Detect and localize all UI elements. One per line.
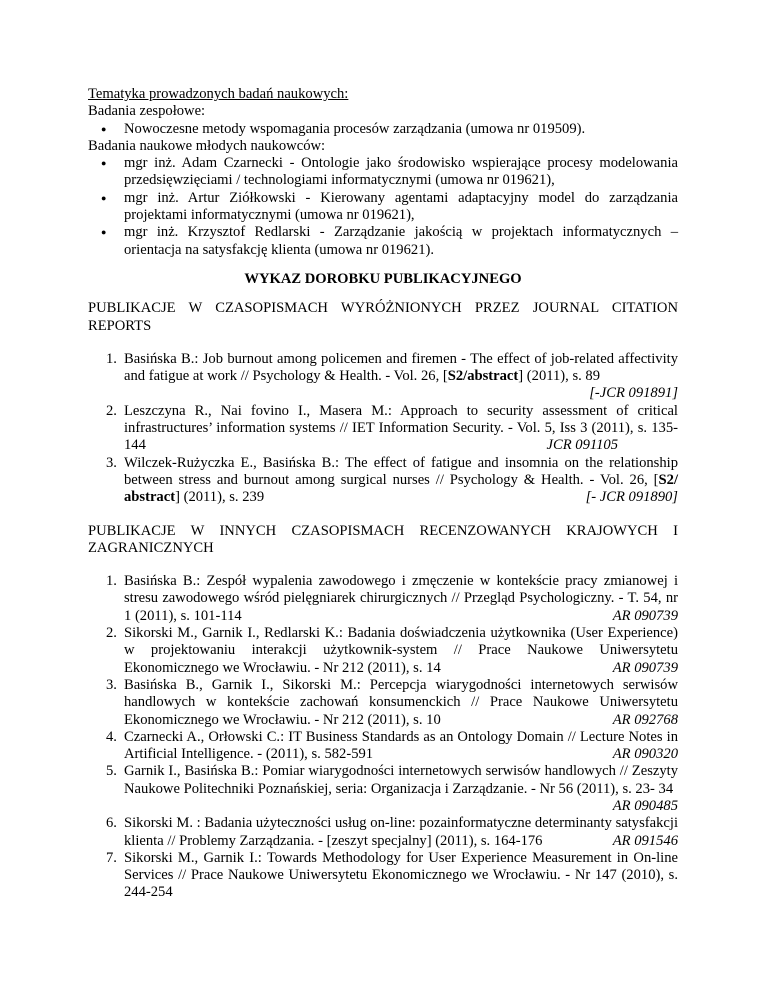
- item-number: 3.: [106, 676, 117, 693]
- publication-text: Basińska B., Garnik I., Sikorski M.: Percepcja wiarygodności internetowych serwisów handlowych w kontekście zachowań konsumenckich // Prace Naukowe Uniwersytetu Ekonomicznego we Wrocławiu. - Nr 212 (2011), s. 10: [124, 676, 678, 728]
- item-number: 2.: [106, 402, 117, 419]
- publication-text-end: ] (2011), s. 239: [175, 489, 265, 506]
- publication-text: Sikorski M. : Badania użyteczności usług on-line: pozainformatyczne determinanty satysfakcji klienta // Problemy Zarządzania. - [zeszyt specjalny] (2011), s. 164-176: [124, 815, 678, 849]
- item-number: 3.: [106, 454, 117, 471]
- publication-code: [-JCR 091891]: [589, 385, 678, 402]
- team-research-list: [88, 121, 678, 138]
- publication-code: AR 090739: [612, 659, 678, 676]
- publication-text: Sikorski M., Garnik I.: Towards Methodology for User Experience Measurement in On-line Services // Prace Naukowe Uniwersytetu Ekonomicznego we Wrocławiu. - Nr 147 (2010), s. 244-254: [124, 849, 678, 901]
- jcr-publication-list: [88, 351, 678, 507]
- publication-code: [- JCR 091890]: [585, 489, 678, 506]
- publication-text: Sikorski M., Garnik I., Redlarski K.: Badania doświadczenia użytkownika (User Experience) w projektowaniu interakcji użytkownik-system // Prace Naukowe Uniwersytetu Ekonomicznego we Wrocławiu. - Nr 212 (2011), s. 14: [124, 625, 678, 676]
- item-number: 5.: [106, 763, 117, 780]
- publication-code: AR 092768: [612, 711, 678, 728]
- publication-text: Basińska B.: Zespół wypalenia zawodowego i zmęczenie w kontekście pracy zmianowej i stresu zawodowego wśród pielęgniarek chirurgicznych // Przegląd Psychologiczny. - T. 54, nr 1 (2011), s. 101-114: [124, 573, 678, 624]
- publication-item: [106, 625, 678, 677]
- publication-item: [106, 763, 678, 815]
- team-research-label: Badania zespołowe:: [88, 103, 206, 120]
- publication-code: JCR 091105: [546, 437, 618, 454]
- publication-text: Garnik I., Basińska B.: Pomiar wiarygodności internetowych serwisów handlowych // Zeszyty Naukowe Politechniki Poznańskiej, seria: Organizacja i Zarządzanie. - Nr 56 (2011), s. 23- 34: [124, 763, 678, 797]
- document-page: [88, 86, 678, 902]
- publication-item: [106, 728, 678, 764]
- item-number: 1.: [106, 573, 117, 590]
- list-item: ● mgr inż. Artur Ziółkowski - Kierowany agentami adaptacyjny model do zarządzania projektami informatycznymi (umowa nr 019621),: [124, 190, 678, 225]
- item-number: 4.: [106, 728, 117, 745]
- publication-text: Leszczyna R., Nai fovino I., Masera M.: Approach to security assessment of critical infrastructures’ information systems // IET Information Security. - Vol. 5, Iss 3 (2011), s. 135-144: [124, 402, 678, 454]
- list-item: ● mgr inż. Adam Czarnecki - Ontologie jako środowisko wspierające procesy modelowania przedsięwzięciami / technologiami informatycznymi (umowa nr 019621),: [124, 155, 678, 190]
- item-number: 1.: [106, 350, 117, 367]
- publication-code: AR 091546: [612, 832, 678, 849]
- publication-item: [106, 815, 678, 850]
- other-publication-list: [88, 573, 678, 902]
- publication-item: [106, 849, 678, 902]
- young-researchers-label: Badania naukowe młodych naukowców:: [88, 137, 326, 154]
- item-number: 2.: [106, 625, 117, 642]
- publication-bold: S2/ abstract: [124, 471, 678, 506]
- publication-item: [106, 402, 678, 455]
- publication-item: [106, 676, 678, 729]
- other-section-heading: PUBLIKACJE W INNYCH CZASOPISMACH RECENZOWANYCH KRAJOWYCH I ZAGRANICZNYCH: [88, 522, 678, 556]
- publication-item: [106, 454, 678, 507]
- research-topics-heading: Tematyka prowadzonych badań naukowych:: [88, 86, 349, 102]
- publication-code: AR 090320: [612, 746, 678, 763]
- publication-item: [106, 573, 678, 625]
- publication-text: Czarnecki A., Orłowski C.: IT Business Standards as an Ontology Domain // Lecture Notes in Artificial Intelligence. - (2011), s. 582-591: [124, 728, 678, 763]
- item-number: 6.: [106, 815, 117, 832]
- list-item: ● mgr inż. Krzysztof Redlarski - Zarządzanie jakością w projektach informatycznych – orientacja na satysfakcję klienta (umowa nr 019621).: [124, 224, 678, 259]
- item-number: 7.: [106, 849, 117, 866]
- publication-item: [106, 350, 678, 403]
- document-title: WYKAZ DOROBKU PUBLIKACYJNEGO: [244, 270, 522, 287]
- list-item: ● Nowoczesne metody wspomagania procesów zarządzania (umowa nr 019509).: [124, 121, 678, 138]
- jcr-section-heading: PUBLIKACJE W CZASOPISMACH WYRÓŻNIONYCH PRZEZ JOURNAL CITATION REPORTS: [88, 300, 678, 334]
- publication-code: AR 090485: [612, 797, 678, 814]
- publication-text-end: ] (2011), s. 89: [518, 368, 601, 385]
- young-researchers-list: [88, 155, 678, 259]
- publication-text: Basińska B.: Job burnout among policemen and firemen - The effect of job-related affectivity and fatigue at work // Psychology & Health. - Vol. 26, [: [124, 350, 678, 385]
- publication-text: Wilczek-Rużyczka E., Basińska B.: The effect of fatigue and insomnia on the relationship between stress and burnout among surgical nurses // Psychology & Health. - Vol. 26, [: [124, 454, 678, 488]
- publication-code: AR 090739: [612, 607, 678, 624]
- publication-bold: S2/abstract: [447, 368, 519, 385]
